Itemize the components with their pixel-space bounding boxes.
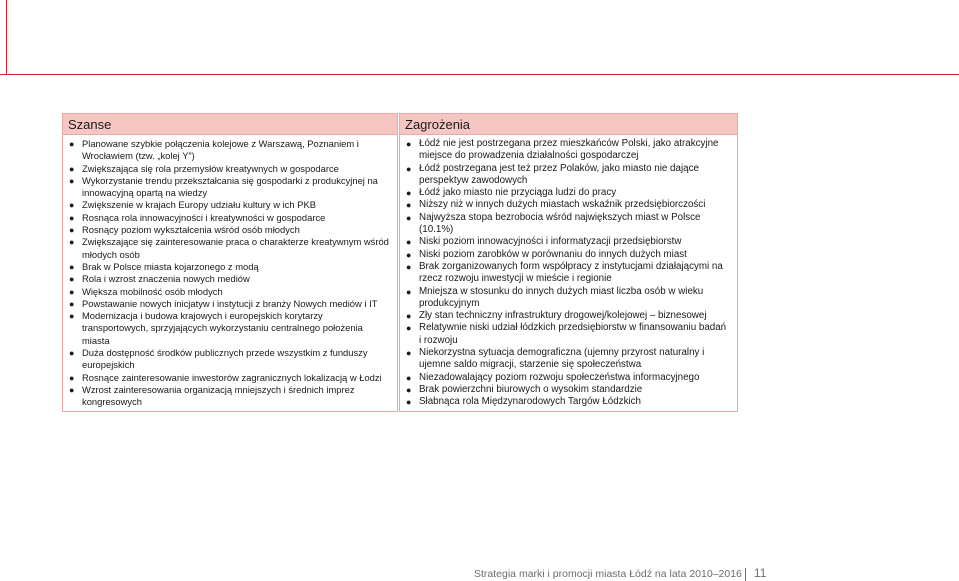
bullet-icon: ●	[69, 384, 75, 395]
list-item	[68, 212, 391, 224]
list-item-text: Rosnąca rola innowacyjności i kreatywności w gospodarce	[82, 211, 326, 223]
list-item-text: Niezadowalający poziom rozwoju społeczeństwa informacyjnego	[419, 371, 700, 383]
list-item-text: Słabnąca rola Międzynarodowych Targów Łódzkich	[419, 396, 642, 408]
list-item-text: Wzrost zainteresowania organizacją mniejszych i średnich imprez kongresowych	[82, 383, 355, 408]
bullet-icon: ●	[69, 237, 75, 248]
list-item	[68, 261, 391, 273]
list-item-text: Zwiększające się zainteresowanie praca o charakterze kreatywnym wśród młodych osób	[82, 236, 389, 260]
list-item	[68, 199, 391, 211]
list-item	[68, 273, 391, 285]
list-item	[405, 187, 731, 199]
bullet-icon: ●	[406, 323, 412, 334]
list-item	[405, 286, 731, 311]
bullet-icon: ●	[69, 311, 75, 322]
list-item-text: Planowane szybkie połączenia kolejowe z Warszawą, Poznaniem i Wrocławiem (tzw. „kolej Y”)	[82, 138, 359, 162]
list-item-text: Mniejsza w stosunku do innych dużych miast liczba osób w wieku produkcyjnym	[419, 285, 704, 309]
threats-panel-title: Zagrożenia	[400, 114, 737, 135]
bullet-icon: ●	[69, 286, 75, 297]
footer-separator	[745, 568, 746, 581]
bullet-icon: ●	[406, 237, 412, 248]
page-number: 11	[753, 566, 767, 580]
list-item	[68, 236, 391, 261]
page-footer	[474, 566, 766, 580]
list-item	[405, 322, 731, 347]
list-item-text: Brak w Polsce miasta kojarzonego z modą	[82, 260, 259, 272]
list-item-text: Zły stan techniczny infrastruktury drogowej/kolejowej – biznesowej	[419, 310, 707, 322]
bullet-icon: ●	[406, 163, 412, 174]
list-item	[405, 384, 731, 396]
list-item-text: Niski poziom innowacyjności i informatyzacji przedsiębiorstw	[419, 236, 682, 248]
list-item	[68, 175, 391, 200]
list-item-text: Powstawanie nowych inicjatyw i instytucji z branży Nowych mediów i IT	[82, 297, 378, 309]
strengths-panel	[62, 113, 398, 412]
list-item	[405, 249, 731, 261]
list-item-text: Relatywnie niski udział łódzkich przedsiębiorstw w finansowaniu badań i rozwoju	[419, 322, 727, 346]
list-item	[405, 261, 731, 286]
bullet-icon: ●	[69, 261, 75, 272]
list-item	[68, 310, 391, 347]
threats-panel	[399, 113, 738, 412]
list-item-text: Brak zorganizowanych form współpracy z instytucjami działającymi na rzecz rozwoju inwestycji w mieście i regionie	[419, 260, 723, 285]
bullet-icon: ●	[69, 348, 75, 359]
list-item-text: Modernizacja i budowa krajowych i europejskich korytarzy transportowych, sprzyjających wykorzystaniu centralnego położenia miasta	[82, 310, 363, 346]
list-item	[405, 347, 731, 372]
list-item-text: Niższy niż w innych dużych miastach wskaźnik przedsiębiorczości	[419, 199, 706, 211]
list-item	[68, 384, 391, 409]
bullet-icon: ●	[406, 397, 412, 408]
list-item-text: Większa mobilność osób młodych	[82, 285, 223, 297]
list-item-text: Łódź nie jest postrzegana przez mieszkańców Polski, jako atrakcyjne miejsce do prowadzenia działalności gospodarczej	[419, 138, 719, 162]
list-item	[68, 224, 391, 236]
bullet-icon: ●	[406, 311, 412, 322]
bullet-icon: ●	[69, 274, 75, 285]
bullet-icon: ●	[406, 200, 412, 211]
list-item	[405, 138, 731, 163]
list-item	[68, 347, 391, 372]
list-item-text: Najwyższa stopa bezrobocia wśród największych miast w Polsce (10.1%)	[419, 211, 701, 236]
list-item	[68, 138, 391, 163]
footer-title: Strategia marki i promocji miasta Łódź na lata 2010–2016	[474, 568, 742, 580]
bullet-icon: ●	[406, 348, 412, 359]
bullet-icon: ●	[406, 249, 412, 260]
list-item-text: Wykorzystanie trendu przekształcania się gospodarki z produkcyjnej na innowacyjną opartą na wiedzy	[82, 174, 378, 199]
bullet-icon: ●	[69, 372, 75, 383]
list-item	[68, 298, 391, 310]
list-item	[68, 163, 391, 175]
list-item	[68, 286, 391, 298]
strengths-list	[63, 135, 397, 411]
list-item-text: Brak powierzchni biurowych o wysokim standardzie	[419, 383, 643, 395]
list-item-text: Niekorzystna sytuacja demograficzna (ujemny przyrost naturalny i ujemne saldo migracji, starzenie się społeczeństwa	[419, 347, 705, 371]
bullet-icon: ●	[69, 212, 75, 223]
bullet-icon: ●	[406, 139, 412, 149]
list-item-text: Rola i wzrost znaczenia nowych mediów	[82, 273, 250, 285]
list-item-text: Łódź postrzegana jest też przez Polaków, jako miasto nie dające perspektyw zawodowych	[419, 162, 699, 186]
bullet-icon: ●	[406, 372, 412, 383]
strengths-panel-title: Szanse	[63, 114, 397, 135]
bullet-icon: ●	[406, 188, 412, 199]
list-item-text: Zwiększenie w krajach Europy udziału kultury w ich PKB	[82, 199, 316, 211]
threats-list	[400, 135, 737, 411]
list-item	[405, 372, 731, 384]
list-item-text: Rosnący poziom wykształcenia wśród osób młodych	[82, 224, 300, 236]
bullet-icon: ●	[69, 298, 75, 309]
bullet-icon: ●	[69, 200, 75, 211]
margin-rule	[6, 0, 7, 74]
bullet-icon: ●	[406, 286, 412, 297]
bullet-icon: ●	[69, 225, 75, 236]
bullet-icon: ●	[406, 384, 412, 395]
bullet-icon: ●	[69, 175, 75, 186]
list-item-text: Łódź jako miasto nie przyciąga ludzi do pracy	[419, 187, 617, 199]
list-item	[405, 310, 731, 322]
list-item	[405, 212, 731, 237]
list-item	[68, 372, 391, 384]
list-item	[405, 236, 731, 248]
header-rule	[0, 74, 959, 75]
list-item	[405, 163, 731, 188]
bullet-icon: ●	[69, 163, 75, 174]
list-item-text: Zwiększająca się rola przemysłów kreatywnych w gospodarce	[82, 162, 339, 174]
bullet-icon: ●	[406, 212, 412, 223]
list-item	[405, 199, 731, 211]
bullet-icon: ●	[69, 139, 75, 149]
bullet-icon: ●	[406, 261, 412, 272]
list-item-text: Rosnące zainteresowanie inwestorów zagranicznych lokalizacją w Łodzi	[82, 371, 382, 383]
list-item-text: Niski poziom zarobków w porównaniu do innych dużych miast	[419, 248, 687, 260]
list-item	[405, 396, 731, 408]
list-item-text: Duża dostępność środków publicznych przede wszystkim z funduszy europejskich	[82, 347, 368, 371]
